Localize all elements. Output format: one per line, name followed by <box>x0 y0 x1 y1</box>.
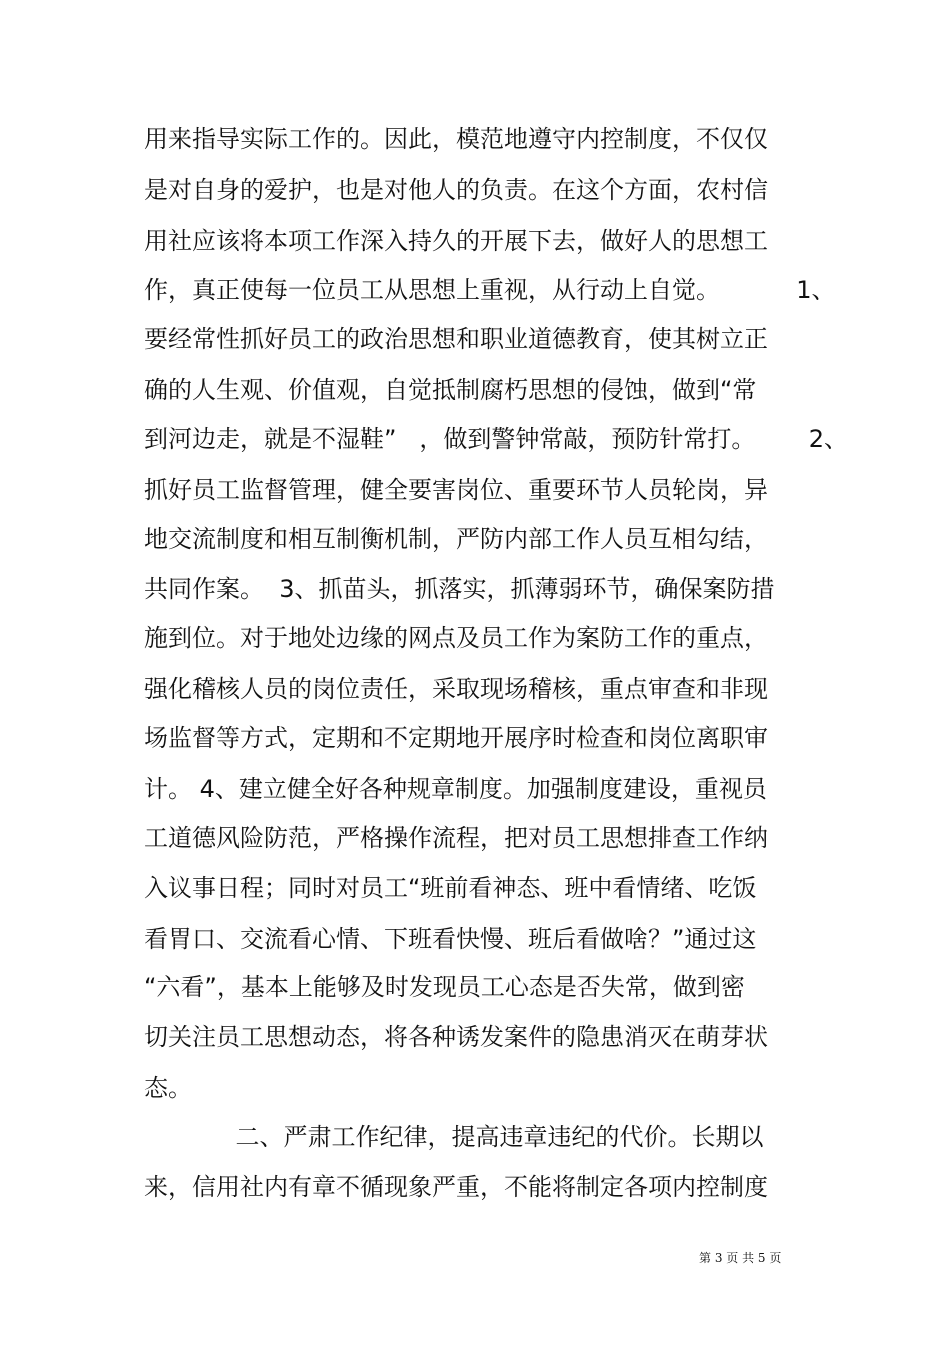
body-text-line: 要经常性抓好员工的政治思想和职业道德教育，使其树立正 <box>144 325 768 353</box>
paragraph-start-line: 二、严肃工作纪律，提高违章违纪的代价。长期以 <box>144 1123 764 1151</box>
body-text-line: 作，真正使每一位员工从思想上重视，从行动上自觉。 1、 <box>144 276 836 304</box>
body-text-line: 切关注员工思想动态，将各种诱发案件的隐患消灭在萌芽状 <box>144 1023 768 1051</box>
body-text-line: 施到位。对于地处边缘的网点及员工作为案防工作的重点， <box>144 624 768 652</box>
body-text-line: 来，信用社内有章不循现象严重，不能将制定各项内控制度 <box>144 1173 768 1201</box>
body-text-line: 计。 4、建立健全好各种规章制度。加强制度建设，重视员 <box>144 775 767 803</box>
body-text-line: 用社应该将本项工作深入持久的开展下去，做好人的思想工 <box>144 227 768 255</box>
body-text-line: 确的人生观、价值观，自觉抵制腐朽思想的侵蚀，做到“常 <box>144 376 757 404</box>
body-text-line: “六看”，基本上能够及时发现员工心态是否失常，做到密 <box>144 973 745 1001</box>
body-text-line: 工道德风险防范，严格操作流程，把对员工思想排查工作纳 <box>144 824 768 852</box>
body-text-line: 到河边走，就是不湿鞋” ，做到警钟常敲，预防针常打。 2、 <box>144 425 848 453</box>
body-text-line: 抓好员工监督管理，健全要害岗位、重要环节人员轮岗，异 <box>144 476 768 504</box>
body-text-line: 态。 <box>144 1074 192 1102</box>
body-text-line: 地交流制度和相互制衡机制，严防内部工作人员互相勾结， <box>144 525 768 553</box>
body-text-line: 共同作案。 3、抓苗头，抓落实，抓薄弱环节，确保案防措 <box>144 575 775 603</box>
body-text-line: 用来指导实际工作的。因此，模范地遵守内控制度，不仅仅 <box>144 125 768 153</box>
body-text-line: 是对自身的爱护，也是对他人的负责。在这个方面，农村信 <box>144 176 768 204</box>
body-text-line: 看胃口、交流看心情、下班看快慢、班后看做啥？”通过这 <box>144 925 757 953</box>
body-text-line: 强化稽核人员的岗位责任，采取现场稽核，重点审查和非现 <box>144 675 768 703</box>
body-text-line: 场监督等方式，定期和不定期地开展序时检查和岗位离职审 <box>144 724 768 752</box>
page-number-footer: 第 3 页 共 5 页 <box>699 1251 782 1265</box>
body-text-line: 入议事日程；同时对员工“班前看神态、班中看情绪、吃饭 <box>144 874 757 902</box>
